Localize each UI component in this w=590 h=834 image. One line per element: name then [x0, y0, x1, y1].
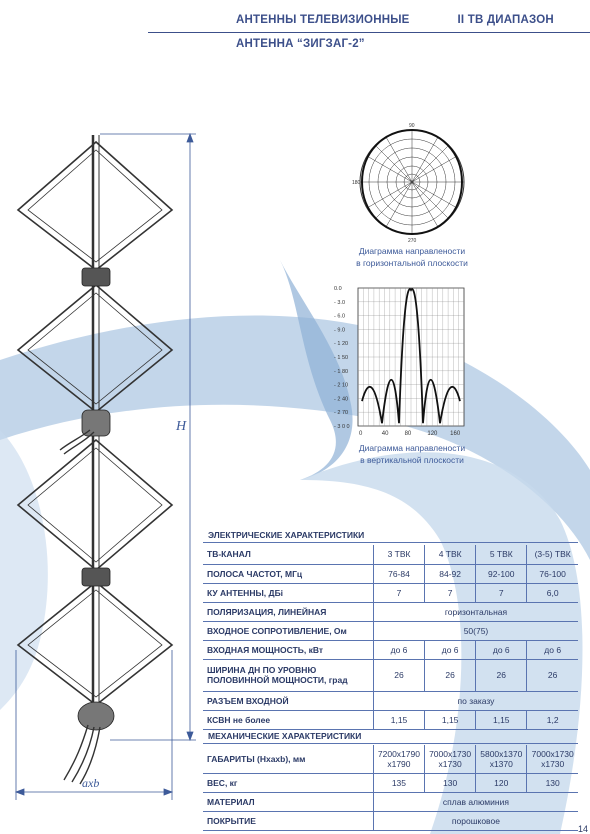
x-tick-label: 40 — [381, 431, 389, 437]
width-label: axb — [82, 776, 100, 790]
row-value: 7 — [373, 583, 424, 602]
row-label: ТВ-КАНАЛ — [203, 545, 373, 564]
y-tick-label: - 2 40 — [334, 396, 349, 403]
y-tick-label: - 1 50 — [334, 355, 349, 361]
polar-label-left: 180 — [352, 180, 361, 186]
row-label: ГАБАРИТЫ (Нxaxb), мм — [203, 745, 373, 773]
y-tick-label: - 2 10 — [334, 382, 349, 389]
row-value: (3-5) ТВК — [527, 545, 578, 564]
table-row — [203, 710, 578, 729]
row-value: 1,15 — [425, 710, 476, 729]
row-label: КСВН не более — [203, 710, 373, 729]
y-tick-label: - 1 80 — [334, 368, 349, 375]
row-value: до 6 — [425, 640, 476, 659]
row-label: ПОКРЫТИЕ — [203, 811, 373, 830]
mechanical-table — [203, 745, 578, 831]
x-tick-label: 80 — [404, 431, 412, 437]
table-row — [203, 640, 578, 659]
y-tick-label: - 1 20 — [334, 341, 349, 348]
header-category-row — [236, 14, 554, 26]
row-value: 5 ТВК — [476, 545, 527, 564]
row-label: ПОЛОСА ЧАСТОТ, МГц — [203, 564, 373, 583]
row-value: 26 — [373, 659, 424, 691]
header-divider — [148, 32, 590, 33]
row-value: 92-100 — [476, 564, 527, 583]
height-label: H — [176, 419, 187, 434]
table-row — [203, 691, 578, 710]
table-row — [203, 545, 578, 564]
row-value: 1,15 — [373, 710, 424, 729]
page-number: 14 — [578, 824, 589, 834]
row-merged-value: сплав алюминия — [373, 792, 578, 811]
row-value: 76-100 — [527, 564, 578, 583]
row-value: 6,0 — [527, 583, 578, 602]
header-category: АНТЕННЫ ТЕЛЕВИЗИОННЫЕ — [236, 14, 410, 26]
mechanical-title-rule — [203, 743, 578, 744]
table-row — [203, 773, 578, 792]
row-label: ВХОДНОЕ СОПРОТИВЛЕНИЕ, Ом — [203, 621, 373, 640]
header-band: II ТВ ДИАПАЗОН — [457, 14, 554, 26]
row-label: КУ АНТЕННЫ, ДБі — [203, 583, 373, 602]
row-label: ВЕС, кг — [203, 773, 373, 792]
row-value: 5800x1370 x1370 — [476, 745, 527, 773]
row-value: 135 — [373, 773, 424, 792]
y-tick-label: 0.0 — [334, 286, 342, 292]
electrical-table — [203, 545, 578, 730]
row-value: 4 ТВК — [425, 545, 476, 564]
table-row — [203, 659, 578, 691]
row-label: ПОЛЯРИЗАЦИЯ, ЛИНЕЙНАЯ — [203, 602, 373, 621]
vertical-pattern-diagram — [332, 282, 472, 442]
y-tick-label: - 3.0 — [334, 299, 346, 306]
row-merged-value: 50(75) — [373, 621, 578, 640]
row-value: 120 — [476, 773, 527, 792]
table-row — [203, 621, 578, 640]
row-value: 76-84 — [373, 564, 424, 583]
electrical-title-rule — [203, 542, 578, 543]
row-value: 130 — [425, 773, 476, 792]
row-value: 26 — [527, 659, 578, 691]
row-value: 7200x1790 x1790 — [373, 745, 424, 773]
row-merged-value: по заказу — [373, 691, 578, 710]
row-label: ШИРИНА ДН ПО УРОВНЮ ПОЛОВИННОЙ МОЩНОСТИ, град — [203, 659, 373, 691]
polar-caption-line2: в горизонтальной плоскости — [356, 258, 468, 268]
row-label: ВХОДНАЯ МОЩНОСТЬ, кВт — [203, 640, 373, 659]
table-row — [203, 811, 578, 830]
vertical-caption-line2: в вертикальной плоскости — [360, 455, 464, 465]
row-value: 26 — [476, 659, 527, 691]
y-tick-label: - 9.0 — [334, 327, 346, 334]
row-value: 130 — [527, 773, 578, 792]
row-value: до 6 — [527, 640, 578, 659]
row-merged-value: порошковое — [373, 811, 578, 830]
y-tick-label: - 2 70 — [334, 410, 349, 417]
row-value: 26 — [425, 659, 476, 691]
row-value: 7 — [425, 583, 476, 602]
table-row — [203, 745, 578, 773]
row-label: РАЗЪЕМ ВХОДНОЙ — [203, 691, 373, 710]
row-value: до 6 — [373, 640, 424, 659]
vertical-caption-line1: Диаграмма направлености — [358, 443, 466, 453]
x-tick-label: 160 — [450, 431, 461, 437]
polar-label-bottom: 270 — [408, 238, 417, 244]
row-value: 1,15 — [476, 710, 527, 729]
row-value: 7 — [476, 583, 527, 602]
row-value: 7000x1730 x1730 — [527, 745, 578, 773]
header-model: АНТЕННА “ЗИГЗАГ-2” — [236, 38, 365, 50]
table-row — [203, 792, 578, 811]
polar-label-top: 90 — [409, 123, 415, 129]
x-tick-label: 0 — [359, 431, 363, 437]
row-value: 7000x1730 x1730 — [425, 745, 476, 773]
row-value: 1,2 — [527, 710, 578, 729]
mechanical-title: МЕХАНИЧЕСКИЕ ХАРАКТЕРИСТИКИ — [208, 731, 362, 741]
y-tick-label: - 6.0 — [334, 313, 346, 320]
row-value: 3 ТВК — [373, 545, 424, 564]
row-value: до 6 — [476, 640, 527, 659]
electrical-title: ЭЛЕКТРИЧЕСКИЕ ХАРАКТЕРИСТИКИ — [208, 530, 365, 540]
table-row — [203, 564, 578, 583]
x-tick-label: 120 — [427, 431, 438, 437]
table-row — [203, 602, 578, 621]
y-tick-label: - 3 0 0 — [334, 424, 350, 430]
row-merged-value: горизонтальная — [373, 602, 578, 621]
table-row — [203, 583, 578, 602]
polar-caption — [312, 245, 512, 269]
polar-caption-line1: Диаграмма направлености — [358, 246, 466, 256]
row-label: МАТЕРИАЛ — [203, 792, 373, 811]
row-value: 84-92 — [425, 564, 476, 583]
vertical-caption — [312, 442, 512, 466]
horizontal-polar-diagram — [352, 120, 472, 244]
